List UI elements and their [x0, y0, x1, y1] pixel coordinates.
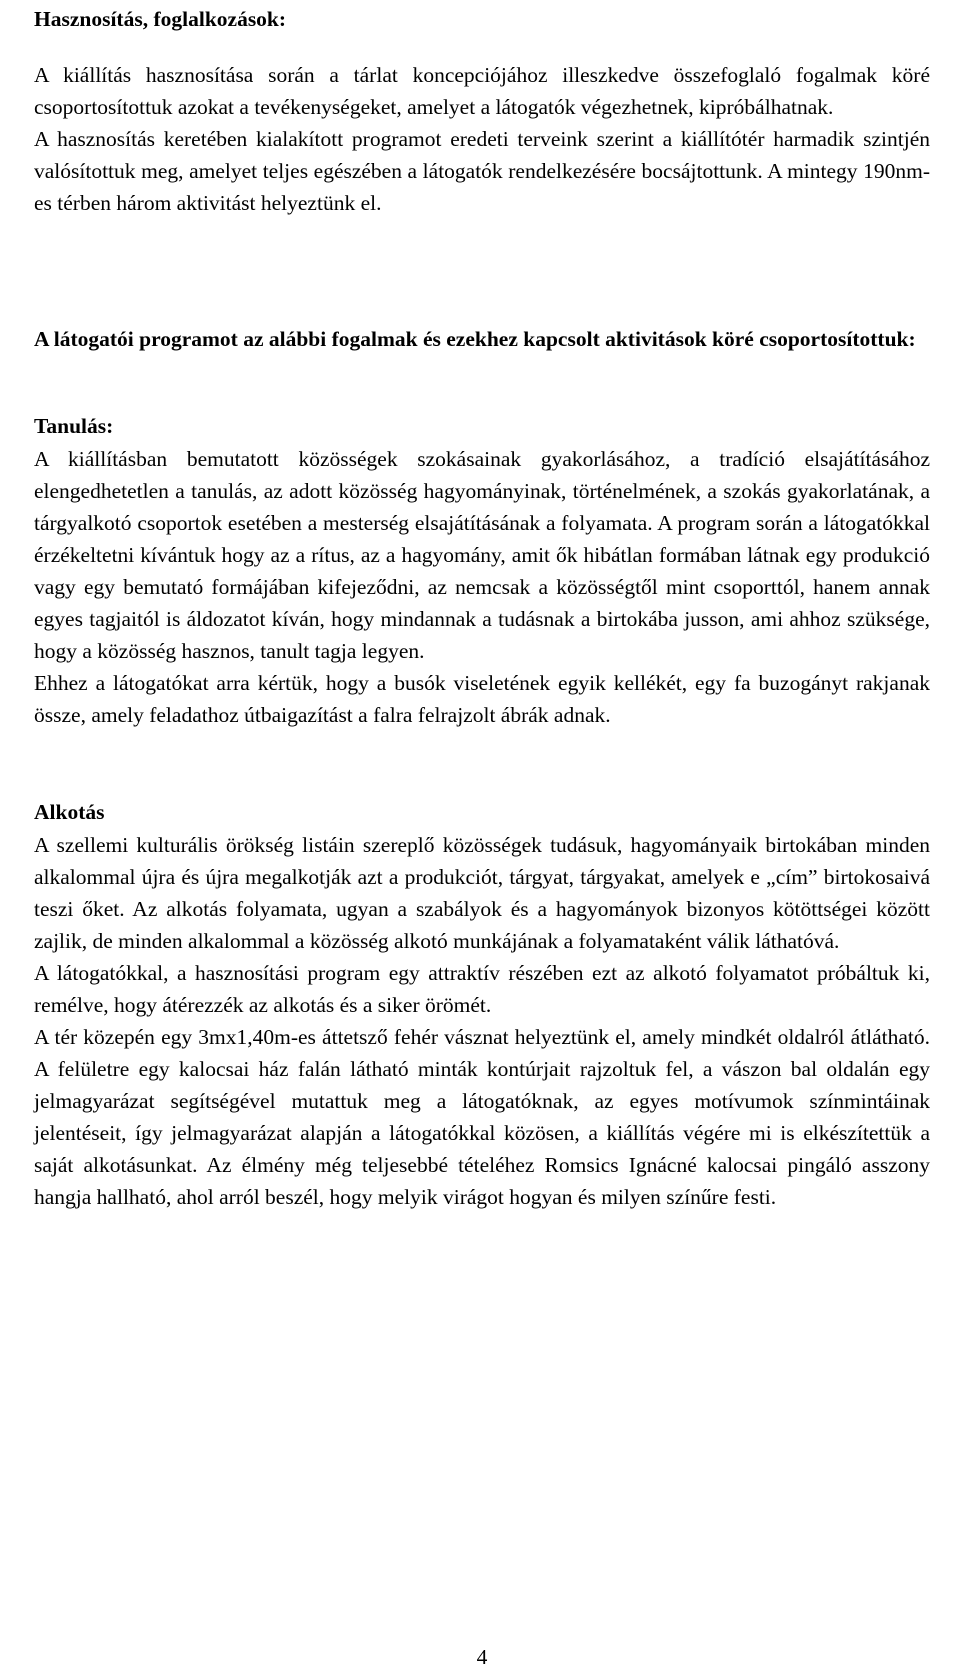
alkotas-paragraph-1: A szellemi kulturális örökség listáin szereplő közösségek tudásuk, hagyományaik birtokában minden alkalommal újra és újra megalkotják azt a produkciót, tárgyat, tárgyakat, amelyek e „cím” birtokosaivá teszi őket. Az alkotás folyamata, ugyan a szabályok és a hagyományok bizonyos kötöttségei között zajlik, de minden alkalommal a közösség alkotó munkájának a folyamataként válik láthatóvá.	[34, 833, 930, 953]
document-page	[34, 0, 930, 1678]
page-number: 4	[476, 1645, 488, 1669]
alkotas-section	[34, 796, 930, 1213]
tanulas-heading: Tanulás:	[34, 414, 114, 438]
tanulas-paragraph-1: A kiállításban bemutatott közösségek szokásainak gyakorlásához, a tradíció elsajátításához elengedhetetlen a tanulás, az adott közösség hagyományinak, történelmének, a szokás gyakorlatának, a tárgyalkotó csoportok esetében a mesterség elsajátításának a folyamata. A program során a látogatókkal érzékeltetni kívántuk hogy az a rítus, az a hagyomány, amit ők hibátlan formában látnak egy produkció vagy egy bemutató formájában kifejeződni, az nemcsak a közösségtől mint csoporttól, hanem annak egyes tagjaitól is áldozatot kíván, hogy mindannak a tudásnak a birtokába jusson, ami ahhoz szüksége, hogy a közösség hasznos, tanult tagja legyen.	[34, 447, 930, 663]
tanulas-paragraph-2: Ehhez a látogatókat arra kértük, hogy a busók viseletének egyik kellékét, egy fa buzogányt rakjanak össze, amely feladathoz útbaigazítást a falra felrajzolt ábrák adnak.	[34, 671, 930, 727]
intro-paragraph-1: A kiállítás hasznosítása során a tárlat koncepciójához illeszkedve összefoglaló fogalmak köré csoportosítottuk azokat a tevékenységeket, amelyet a látogatók végezhetnek, kipróbálhatnak.	[34, 63, 930, 119]
program-heading: A látogatói programot az alábbi fogalmak és ezekhez kapcsolt aktivitások köré csoportosítottuk:	[34, 327, 916, 351]
alkotas-paragraph-2: A látogatókkal, a hasznosítási program egy attraktív részében ezt az alkotó folyamatot próbáltuk ki, remélve, hogy átérezzék az alkotás és a siker örömét.	[34, 961, 930, 1017]
section-title: Hasznosítás, foglalkozások:	[34, 7, 287, 31]
alkotas-paragraph-3: A tér közepén egy 3mx1,40m-es áttetsző fehér vásznat helyeztünk el, amely mindkét oldalról átlátható. A felületre egy kalocsai ház falán látható minták kontúrjait rajzoltuk fel, a vászon bal oldalán egy jelmagyarázat segítségével mutattuk meg a látogatóknak, az egyes motívumok színmintáinak jelentéseit, így jelmagyarázat alapján a látogatókkal közösen, a kiállítás végére mi is elkészítettük a saját alkotásunkat. Az élmény még teljesebbé tételéhez Romsics Ignácné kalocsai pingáló asszony hangja hallható, ahol arról beszél, hogy melyik virágot hogyan és milyen színűre festi.	[34, 1025, 930, 1209]
intro-paragraph-2: A hasznosítás keretében kialakított programot eredeti terveink szerint a kiállítótér harmadik szintjén valósítottuk meg, amelyet teljes egészében a látogatók rendelkezésére bocsájtottunk. A mintegy 190nm-es térben három aktivitást helyeztünk el.	[34, 127, 930, 215]
program-block	[34, 323, 930, 355]
intro-block	[34, 59, 930, 219]
alkotas-heading: Alkotás	[34, 800, 105, 824]
tanulas-section	[34, 410, 930, 731]
